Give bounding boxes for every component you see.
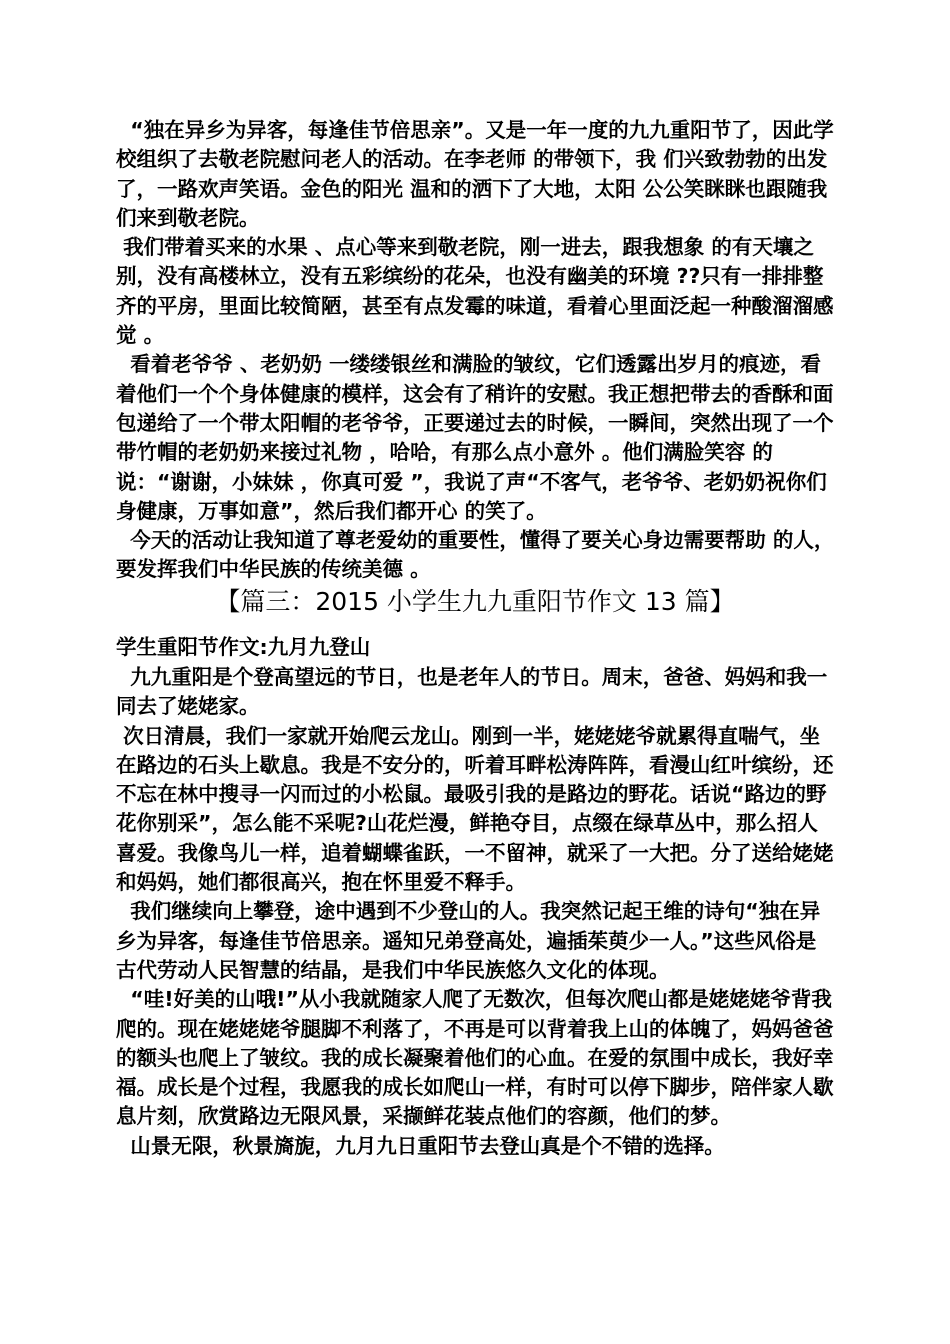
- paragraph: 九九重阳是个登高望远的节日，也是老年人的节日。周末，爸爸、妈妈和我一同去了姥姥家。: [116, 665, 828, 719]
- paragraph: 山景无限，秋景旖旎，九月九日重阳节去登山真是个不错的选择。: [116, 1133, 725, 1158]
- section-heading: 【篇三：2015 小学生九九重阳节作文 13 篇】: [215, 587, 735, 616]
- paragraph: 看着老爷爷 、老奶奶 一缕缕银丝和满脸的皱纹，它们透露出岁月的痕迹，看着他们一个个身体健康的模样，这会有了稍许的安慰。我正想把带去的香酥和面包递给了一个带太阳帽的老爷爷，正要递过去的时候，一瞬间，突然出现了一个带竹帽的老奶奶来接过礼物 ，哈哈，有那么点小意外 。他们满脸笑容 的说：“谢谢，小妹妹 ，你真可爱 ”，我说了声“不客气，老爷爷、老奶奶祝你们身健康，万事如意”，然后我们都开心 的笑了。: [116, 352, 834, 523]
- essay-title: 学生重阳节作文:九月九登山: [116, 635, 371, 659]
- paragraph: 次日清晨，我们一家就开始爬云龙山。刚到一半，姥姥姥爷就累得直喘气，坐在路边的石头上歇息。我是不安分的，听着耳畔松涛阵阵，看漫山红叶缤纷，还不忘在林中搜寻一闪而过的小松鼠。最吸引我的是路边的野花。话说“路边的野花你别采”，怎么能不采呢?山花烂漫，鲜艳夺目，点缀在绿草丛中，那么招人喜爱。我像鸟儿一样，追着蝴蝶雀跃，一不留神，就采了一大把。分了送给姥姥和妈妈，她们都很高兴，抱在怀里爱不释手。: [116, 723, 834, 895]
- paragraph: 我们带着买来的水果 、点心等来到敬老院，刚一进去，跟我想象 的有天壤之别，没有高楼林立，没有五彩缤纷的花朵，也没有幽美的环境 ??只有一排排整齐的平房，里面比较简陋，甚至有点发霉的味道，看着心里面泛起一种酸溜溜感觉 。: [116, 235, 834, 348]
- section-two: [116, 663, 836, 1161]
- paragraph: 今天的活动让我知道了尊老爱幼的重要性，懂得了要关心身边需要帮助 的人，要发挥我们中华民族的传统美德 。: [116, 528, 835, 582]
- paragraph: “独在异乡为异客，每逢佳节倍思亲”。又是一年一度的九九重阳节了，因此学校组织了去敬老院慰问老人的活动。在李老师 的带领下，我 们兴致勃勃的出发了，一路欢声笑语。金色的阳光 温和的洒下了大地，太阳 公公笑眯眯也跟随我们来到敬老院。: [116, 118, 834, 230]
- section-one: [116, 116, 836, 585]
- paragraph: 我们继续向上攀登，途中遇到不少登山的人。我突然记起王维的诗句“独在异乡为异客，每逢佳节倍思亲。遥知兄弟登高处，遍插茱萸少一人。”这些风俗是古代劳动人民智慧的结晶，是我们中华民族悠久文化的体现。: [116, 899, 821, 982]
- paragraph: “哇!好美的山哦!”从小我就随家人爬了无数次，但每次爬山都是姥姥姥爷背我爬的。现在姥姥姥爷腿脚不利落了，不再是可以背着我上山的体魄了，妈妈爸爸的额头也爬上了皱纹。我的成长凝聚着他们的心血。在爱的氛围中成长，我好幸福。成长是个过程，我愿我的成长如爬山一样，有时可以停下脚步，陪伴家人歇息片刻，欣赏路边无限风景，采撷鲜花装点他们的容颜，他们的梦。: [116, 987, 834, 1129]
